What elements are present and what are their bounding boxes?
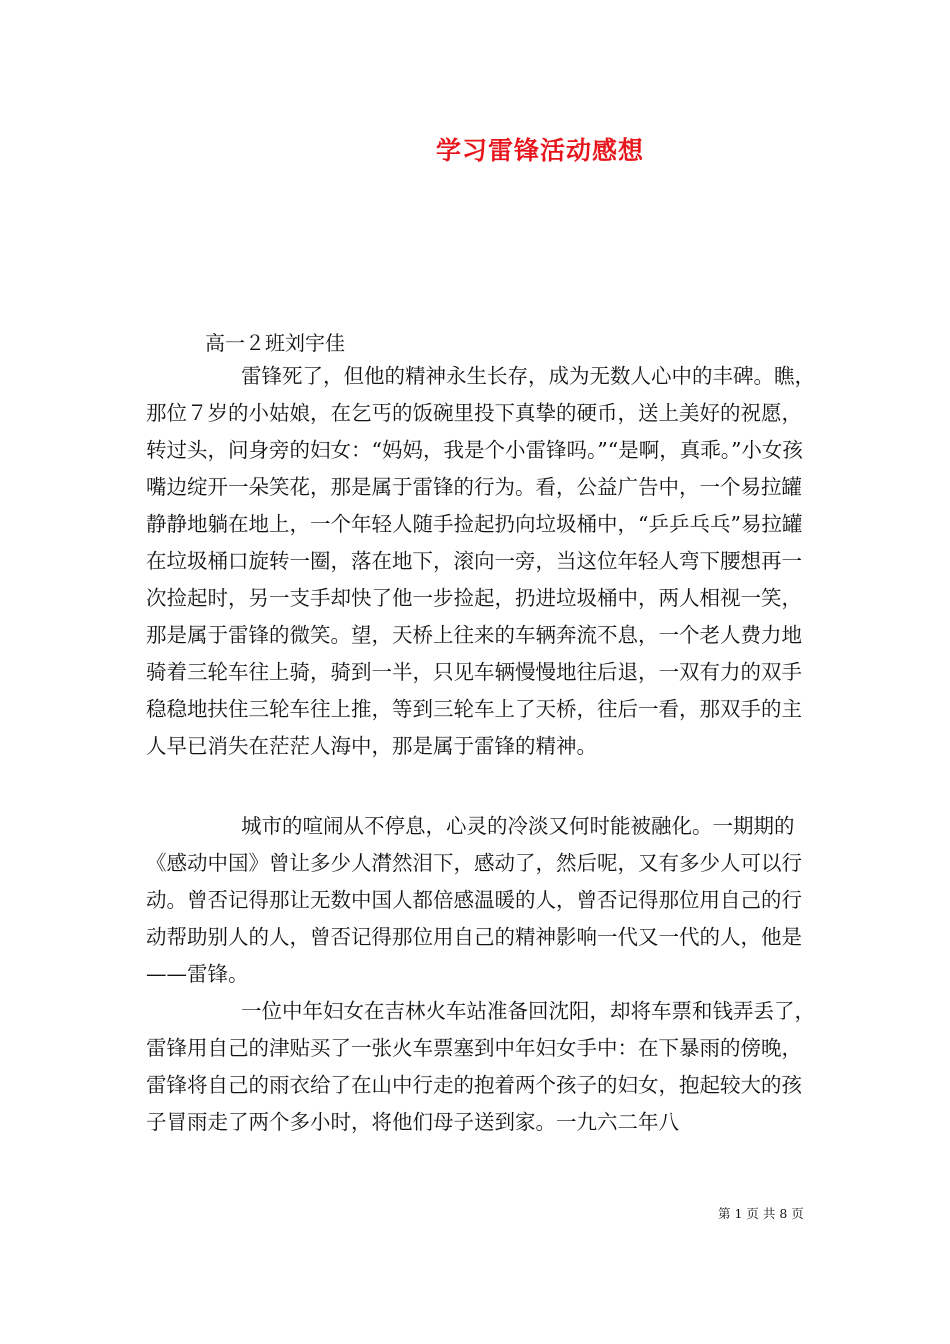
author-line: 高一２班刘宇佳 <box>205 331 345 355</box>
paragraph-3: 一位中年妇女在吉林火车站准备回沈阳，却将车票和钱弄丢了，雷锋用自己的津贴买了一张火车票塞到中年妇女手中：在下暴雨的傍晚，雷锋将自己的雨衣给了在山中行走的抱着两个孩子的妇女，抱起较大的孩子冒雨走了两个多小时，将他们母子送到家。一九六二年八 <box>146 999 815 1134</box>
page-footer: 第 1 页 共 8 页 <box>718 1206 804 1221</box>
paragraph-1: 雷锋死了，但他的精神永生长存，成为无数人心中的丰碑。瞧，那位７岁的小姑娘，在乞丐的饭碗里投下真挚的硬币，送上美好的祝愿，转过头，问身旁的妇女：“妈妈，我是个小雷锋吗。”“是啊，真乖。”小女孩嘴边绽开一朵笑花，那是属于雷锋的行为。看，公益广告中，一个易拉罐静静地躺在地上，一个年轻人随手捡起扔向垃圾桶中，“乒乒乓乓”易拉罐在垃圾桶口旋转一圈，落在地下，滚向一旁，当这位年轻人弯下腰想再一次捡起时，另一支手却快了他一步捡起，扔进垃圾桶中，两人相视一笑，那是属于雷锋的微笑。望，天桥上往来的车辆奔流不息，一个老人费力地骑着三轮车往上骑，骑到一半，只见车辆慢慢地往后退，一双有力的双手稳稳地扶住三轮车往上推，等到三轮车上了天桥，往后一看，那双手的主人早已消失在茫茫人海中，那是属于雷锋的精神。 <box>146 364 815 758</box>
document-title: 学习雷锋活动感想 <box>435 136 644 165</box>
paragraph-2: 城市的喧闹从不停息，心灵的冷淡又何时能被融化。一期期的《感动中国》曾让多少人潸然泪下，感动了，然后呢，又有多少人可以行动。曾否记得那让无数中国人都倍感温暖的人，曾否记得那位用自己的行动帮助别人的人，曾否记得那位用自己的精神影响一代又一代的人，他是——雷锋。 <box>146 814 802 986</box>
